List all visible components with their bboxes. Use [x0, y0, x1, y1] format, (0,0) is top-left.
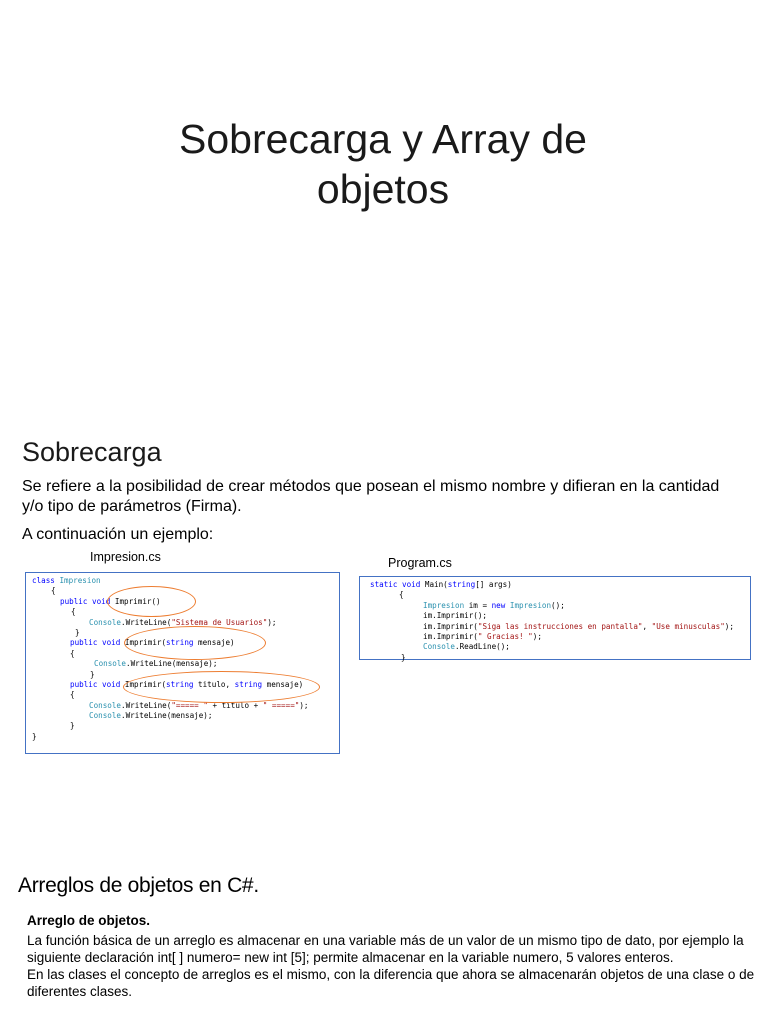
- code-token: public: [70, 638, 98, 648]
- code-token: string: [166, 638, 194, 648]
- code-line: [370, 632, 750, 642]
- code-token: {: [70, 648, 75, 658]
- code-token: im.Imprimir(: [423, 621, 478, 631]
- code-token: );: [299, 700, 309, 710]
- sobrecarga-heading: Sobrecarga: [22, 437, 162, 467]
- arreglos-subheading: Arreglo de objetos.: [27, 913, 151, 928]
- code-token: Console: [94, 659, 127, 669]
- code-token: void: [402, 580, 421, 589]
- arreglos-body: [27, 932, 762, 1000]
- code-token: mensaje): [262, 679, 304, 689]
- code-token: mensaje): [193, 638, 235, 648]
- code-line: [370, 642, 750, 652]
- code-line: [32, 721, 339, 731]
- sobrecarga-intro: A continuación un ejemplo:: [22, 526, 214, 543]
- code-token: {: [70, 690, 75, 700]
- code-token: im.Imprimir();: [423, 611, 488, 621]
- code-line: [32, 576, 339, 586]
- code-line: [370, 601, 750, 611]
- code-token: .ReadLine();: [455, 642, 510, 652]
- code-token: }: [75, 627, 80, 637]
- code-token: Console: [89, 711, 122, 721]
- code-token: Imprimir(): [110, 596, 161, 606]
- code-token: .WriteLine(: [121, 617, 172, 627]
- overload-highlight-3: [123, 671, 320, 703]
- slide-title-line1: Sobrecarga y Array de: [179, 116, 587, 162]
- code-token: [] args): [475, 580, 512, 589]
- code-token: Imprimir(: [120, 679, 167, 689]
- code-token: public: [70, 679, 98, 689]
- code-token: string: [166, 679, 194, 689]
- code-token: void: [92, 596, 111, 606]
- code-line: [32, 711, 339, 721]
- code-token: string: [234, 679, 263, 689]
- code-line: [370, 611, 750, 621]
- code-token: im.Imprimir(: [423, 631, 478, 641]
- program-code-block: [359, 576, 751, 660]
- code-line: [370, 653, 750, 663]
- code-token: + titulo +: [207, 700, 263, 710]
- code-token: Imprimir(: [120, 638, 167, 648]
- code-token: Console: [89, 617, 122, 627]
- code-token: }: [90, 669, 95, 679]
- overload-highlight-1: [107, 586, 196, 617]
- code-token: "Use minusculas": [651, 621, 725, 631]
- code-line: [32, 732, 339, 742]
- code-token: "===== ": [171, 700, 208, 710]
- code-token: }: [32, 731, 37, 741]
- file1-caption: Impresion.cs: [90, 550, 161, 564]
- code-token: }: [401, 652, 406, 662]
- code-token: {: [399, 590, 404, 600]
- code-line: [32, 659, 339, 669]
- code-token: Console: [423, 642, 456, 652]
- overload-highlight-2: [124, 626, 266, 660]
- arreglos-heading: Arreglos de objetos en C#.: [18, 874, 259, 897]
- code-line: [370, 590, 750, 600]
- code-token: .WriteLine(mensaje);: [121, 711, 213, 721]
- code-line: [32, 701, 339, 711]
- slide-title-line2: objetos: [316, 166, 450, 212]
- code-token: .WriteLine(: [121, 700, 172, 710]
- code-token: );: [267, 617, 277, 627]
- code-token: im =: [464, 600, 492, 610]
- code-token: {: [51, 586, 56, 596]
- code-token: " Gracias! ": [477, 631, 533, 641]
- code-token: Impresion: [59, 576, 101, 585]
- code-token: "Sistema de Usuarios": [171, 617, 268, 627]
- code-token: void: [102, 638, 121, 648]
- code-line: [370, 580, 750, 590]
- code-line: [370, 622, 750, 632]
- code-token: "Siga las instrucciones en pantalla": [477, 621, 643, 631]
- sobrecarga-paragraph: Se refiere a la posibilidad de crear métodos que posean el mismo nombre y difieran en la cantidad y/o tipo de parámetros (Firma).: [22, 478, 720, 515]
- code-token: ();: [551, 600, 565, 610]
- code-token: void: [102, 679, 121, 689]
- code-token: titulo,: [193, 679, 235, 689]
- code-token: string: [447, 580, 476, 589]
- arreglos-paragraph-2: En las clases el concepto de arreglos es el mismo, con la diferencia que ahora se almacenarán objetos de una clase o de diferentes clases.: [27, 967, 755, 999]
- file2-caption: Program.cs: [388, 556, 452, 570]
- code-token: static: [370, 580, 398, 589]
- code-token: Impresion: [509, 600, 552, 610]
- code-token: .WriteLine(mensaje);: [126, 659, 218, 669]
- code-token: Console: [89, 700, 122, 710]
- code-token: }: [70, 721, 75, 731]
- code-token: Impresion: [423, 600, 465, 610]
- code-token: Main(: [420, 580, 448, 589]
- code-token: public: [60, 596, 88, 606]
- code-token: );: [724, 621, 734, 631]
- slide-title: [100, 114, 666, 214]
- code-token: );: [532, 631, 542, 641]
- code-token: " =====": [262, 700, 300, 710]
- code-token: {: [71, 607, 76, 617]
- code-token: new: [491, 600, 506, 610]
- arreglos-paragraph-1: La función básica de un arreglo es almacenar en una variable más de un valor de un mismo tipo de dato, por ejemplo la siguiente declaración int[ ] numero= new int [5]; permite almacenar en la variable numero, 5 valores enteros.: [27, 933, 744, 965]
- code-token: class: [32, 576, 55, 585]
- code-token: ,: [642, 621, 652, 631]
